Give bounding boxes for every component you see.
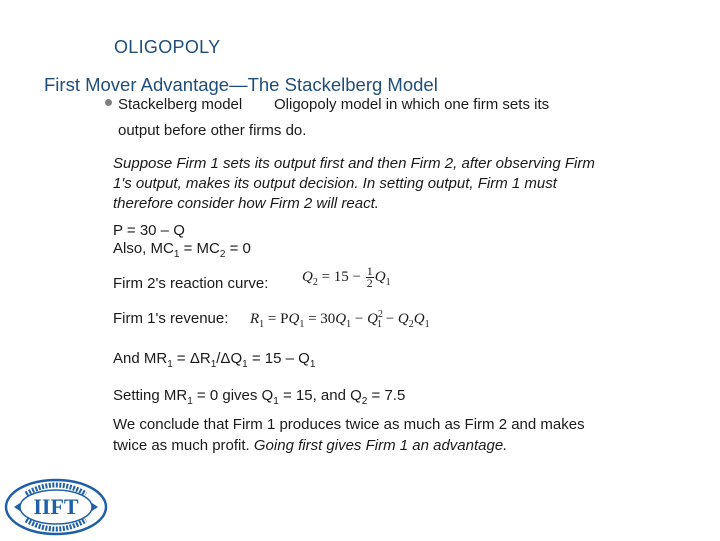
revenue-label: Firm 1's revenue: [113,310,229,327]
iift-logo [4,478,108,536]
bullet-icon [105,99,112,106]
marginal-cost-line: Also, $MC_1 = MC_2 = 0$ [113,240,251,260]
definition-term: Stackelberg model [118,96,243,113]
revenue-equation: $R_1 = PQ_1 = 30Q_1 - Q^2_1 - Q_2Q_1$ [250,309,430,330]
slide-title: First Mover Advantage—The Stackelberg Model [44,74,438,95]
scenario-paragraph: Suppose Firm 1 sets its output first and then Firm 2, after observing Firm 1's output, makes its output decision. In setting output, Firm 1 must therefore consider how Firm 2 will react. [113,155,595,212]
demand-equation: P = 30 – Q [113,222,185,239]
definition-text-continued: output before other firms do. [118,122,307,139]
conclusion-paragraph: We conclude that Firm 1 produces twice as much as Firm 2 and makes twice as much profit. Going first gives Firm 1 an advantage. [113,416,585,454]
marginal-revenue-line: And $MR_1 = \Delta R_1/\Delta Q_1 = 15 - Q_1$ [113,350,316,370]
section-header: OLIGOPOLY [114,37,221,57]
logo-wordmark: IIFT [33,494,79,519]
reaction-curve-equation: $Q_2 = 15$ − $\frac{1}{2}$ $Q_1$ [302,264,391,290]
equilibrium-line: Setting $MR_1 = 0$ gives $Q_1 = 15$, and $Q_2 = 7.5$ [113,387,406,407]
definition-text: Oligopoly model in which one firm sets its [274,96,550,113]
reaction-curve-label: Firm 2's reaction curve: [113,275,269,292]
